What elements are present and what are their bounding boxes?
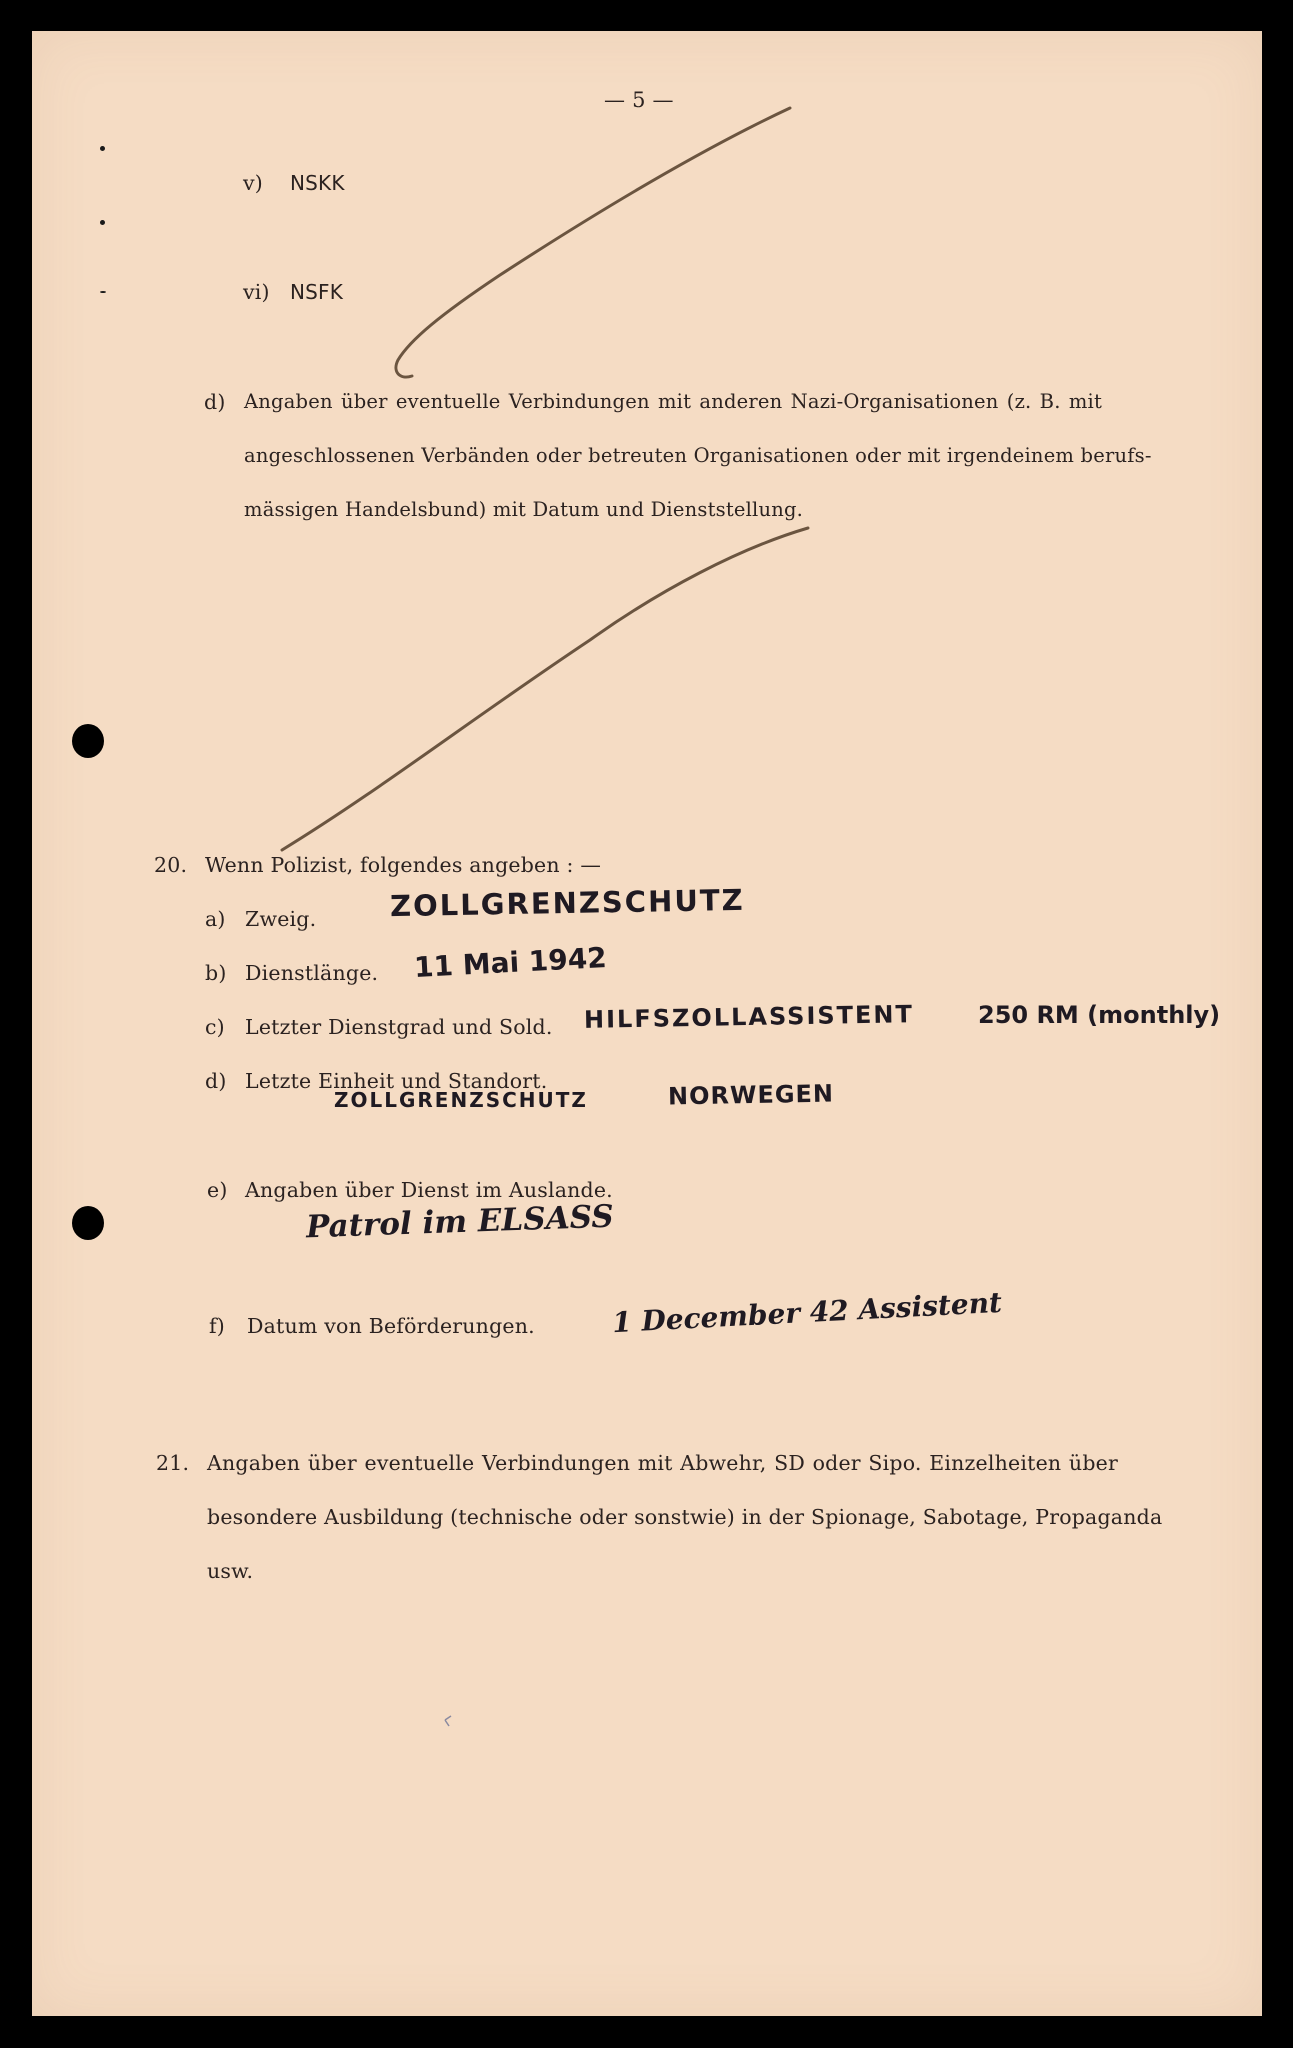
q20-e-label: e) [207,1178,228,1202]
q21-line-1: Angaben über eventuelle Verbindungen mit Abwehr, SD oder Sipo. Einzelheiten über [207,1451,1118,1475]
margin-mark [100,220,105,225]
item-d-line-2: angeschlossenen Verbänden oder betreuten Organisationen oder mit irgendeinem berufs- [244,444,1152,467]
answer-a-branch: ZOLLGRENZSCHUTZ [389,882,745,924]
answer-c-pay: 250 RM (monthly) [978,1001,1221,1029]
q21-line-3: usw. [207,1559,254,1583]
q20-f-text: Datum von Beförderungen. [247,1314,535,1338]
page-number: — 5 — [604,88,674,112]
q21-number: 21. [156,1451,190,1475]
punch-hole-bottom [72,1206,104,1240]
q20-b-label: b) [205,961,227,985]
q20-d-text: Letzte Einheit und Standort. [245,1069,548,1093]
item-d-line-1: Angaben über eventuelle Verbindungen mit anderen Nazi-Organisationen (z. B. mit [244,390,1102,413]
q20-c-text: Letzter Dienstgrad und Sold. [245,1015,553,1039]
punch-hole-top [72,724,104,758]
answer-d-unit: ZOLLGRENZSCHUTZ [334,1088,588,1112]
item-d-label: d) [204,390,226,414]
q20-a-label: a) [205,907,226,931]
item-vi-label: vi) [243,280,270,304]
item-vi-text: NSFK [290,280,344,304]
q20-a-text: Zweig. [245,907,317,931]
answer-e-abroad: Patrol im ELSASS [305,1198,615,1246]
q20-b-text: Dienstlänge. [245,961,379,985]
answer-f-promotion: 1 December 42 Assistent [611,1285,1003,1340]
q20-e-text: Angaben über Dienst im Auslande. [245,1178,613,1202]
q20-title: Wenn Polizist, folgendes angeben : — [205,853,602,877]
item-v-label: v) [243,171,263,195]
margin-mark [100,146,105,151]
q20-d-label: d) [205,1069,227,1093]
q21-line-2: besondere Ausbildung (technische oder sonstwie) in der Spionage, Sabotage, Propaganda [207,1505,1163,1529]
margin-mark [100,291,106,293]
answer-d-place: NORWEGEN [667,1079,835,1111]
item-d-line-3: mässigen Handelsbund) mit Datum und Dienststellung. [244,498,804,521]
q20-number: 20. [154,853,188,877]
q20-f-label: f) [209,1314,225,1338]
item-v-text: NSKK [290,171,345,195]
answer-b-service-length: 11 Mai 1942 [413,940,608,985]
q20-c-label: c) [205,1015,225,1039]
answer-c-rank: HILFSZOLLASSISTENT [583,1000,915,1034]
